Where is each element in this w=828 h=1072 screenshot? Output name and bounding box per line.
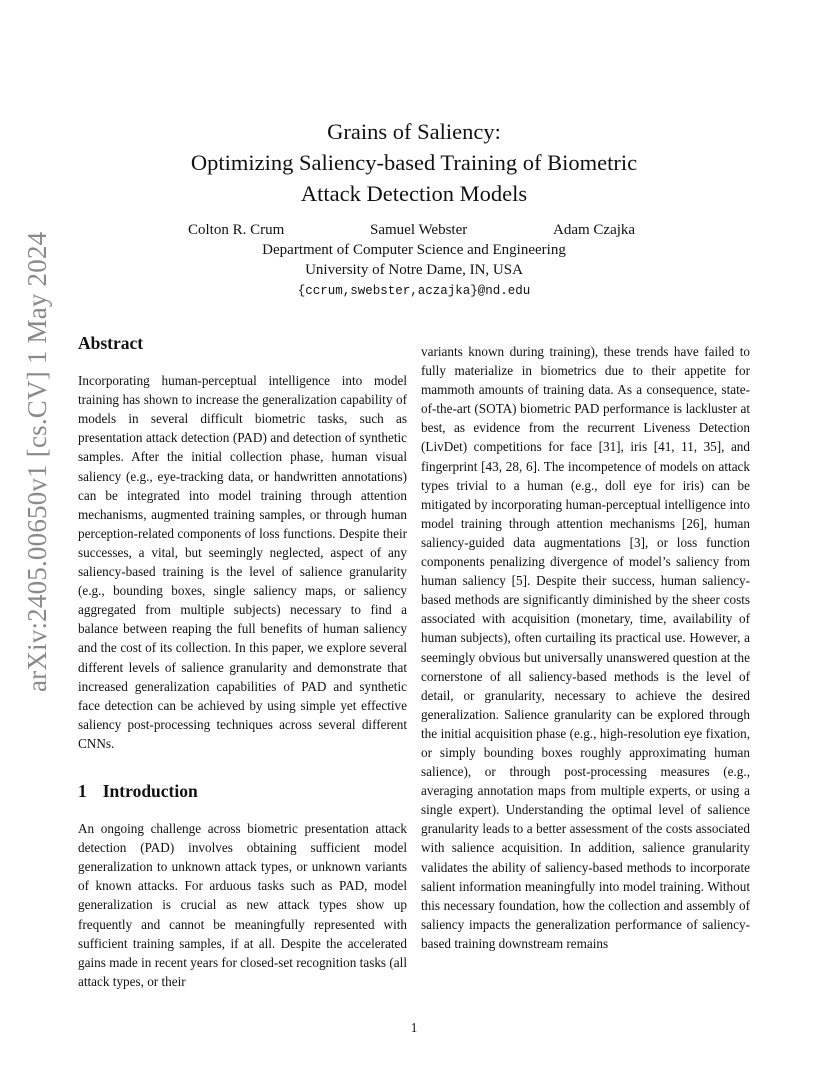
intro-text-left: An ongoing challenge across biometric presentation attack detection (PAD) involves obtaining sufficient model generalization to unknown attack types, or unknown variants of known attacks. For arduous tasks such as PAD, model generalization is crucial as new attack types show up frequently and cannot be meaningfully represented with sufficient training samples, if at all. Despite the accelerated gains made in recent years for closed-set recognition tasks (all attack types, or their <box>78 821 407 989</box>
section-title: Introduction <box>102 780 198 801</box>
abstract-heading: Abstract <box>78 333 144 353</box>
author-email: {ccrum,swebster,aczajka}@nd.edu <box>297 284 531 298</box>
title-line: Attack Detection Models <box>300 181 528 206</box>
affiliation-line: Department of Computer Science and Engineering <box>262 242 566 258</box>
page-number: 1 <box>410 1020 418 1035</box>
right-column <box>421 342 750 953</box>
title-line: Optimizing Saliency-based Training of Biometric <box>190 150 638 175</box>
paper-title <box>0 116 828 209</box>
abstract-text: Incorporating human-perceptual intelligence into model training has shown to increase the generalization capability of models in several difficult biometric tasks, such as presentation attack detection (PAD) and detection of synthetic samples. After the initial collection phase, human visual saliency (e.g., eye-tracking data, or handwritten annotations) can be integrated into model training through attention mechanisms, augmented training samples, or through human perception-related components of loss functions. Despite their successes, a vital, but seemingly neglected, aspect of any saliency-based training is the level of salience granularity (e.g., bounding boxes, single saliency maps, or saliency aggregated from multiple subjects) necessary to find a balance between reaping the full benefits of human saliency and the cost of its collection. In this paper, we explore several different levels of salience granularity and demonstrate that increased generalization capabilities of PAD and synthetic face detection can be achieved by using simple yet effective saliency post-processing techniques across several different CNNs. <box>78 373 407 751</box>
arxiv-identifier: arXiv:2405.00650v1 [cs.CV] 1 May 2024 <box>22 231 52 692</box>
left-column <box>78 334 407 991</box>
author-name: Adam Czajka <box>553 222 636 238</box>
affiliation <box>0 240 828 280</box>
intro-text-right: variants known during training), these trends have failed to fully materialize in biometrics due to their appetite for mammoth amounts of training data. As a consequence, state-of-the-art (SOTA) biometric PAD performance is lackluster at best, as evidence from the recurrent Liveness Detection (LivDet) competitions for face [31], iris [41, 11, 35], and fingerprint [43, 28, 6]. The incompetence of models on attack types trivial to a human (e.g., doll eye for iris) can be mitigated by incorporating human-perceptual intelligence into model training through attention mechanisms [26], human saliency-guided data augmentations [3], or loss function components penalizing divergence of model’s saliency from human saliency [5]. Despite their success, human saliency-based methods are significantly diminished by the sheer costs associated with acquisition (monetary, time, availability of human subjects), often curtailing its practical use. However, a seemingly obvious but universally unanswered question at the cornerstone of all saliency-based methods is the level of detail, or granularity, necessary to achieve the desired generalization. Salience granularity can be explored through the initial acquisition phase (e.g., high-resolution eye fixation, or simply bounding boxes roughly approximating human salience), or through post-processing measures (e.g., averaging annotation maps from multiple experts, or using a single expert). Understanding the optimal level of salience granularity leads to a better assessment of the costs associated with salience acquisition. In addition, salience granularity validates the ability of saliency-based methods to incorporate salient information meaningfully into model training. Without this necessary foundation, how the collection and assembly of saliency impacts the generalization performance of saliency-based training downstream remains <box>421 344 750 951</box>
title-line: Grains of Saliency: <box>327 119 501 144</box>
author-name: Samuel Webster <box>370 222 468 238</box>
section-number: 1 <box>78 780 87 801</box>
section-heading <box>78 782 407 801</box>
author-name: Colton R. Crum <box>188 222 285 238</box>
affiliation-line: University of Notre Dame, IN, USA <box>305 262 523 278</box>
